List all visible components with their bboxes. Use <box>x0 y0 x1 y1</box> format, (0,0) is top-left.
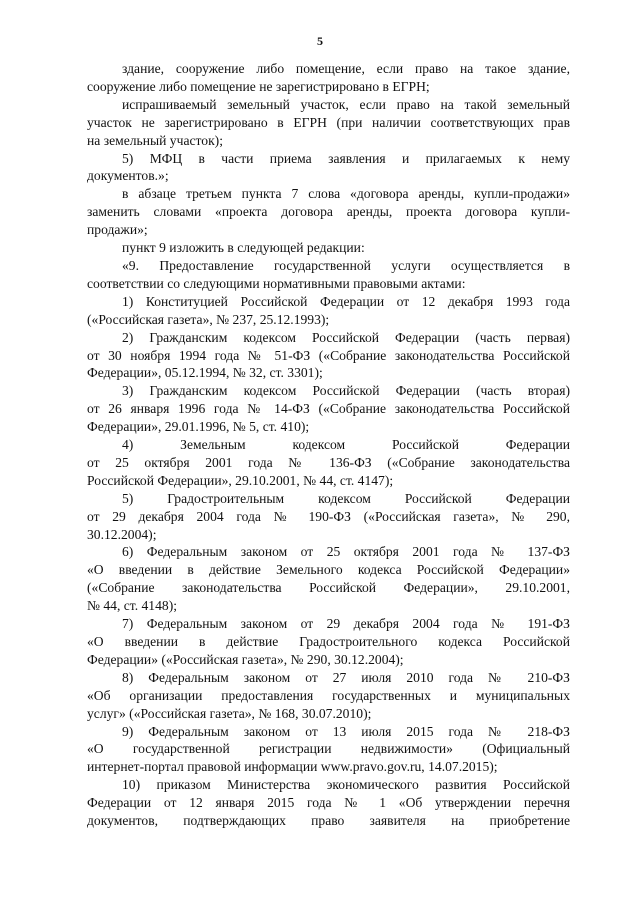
text-line: Федерации», 29.01.1996, № 5, ст. 410); <box>87 419 310 435</box>
text-line: на земельный участок); <box>87 132 223 148</box>
text-line: 7) Федеральным законом от 29 декабря 2004 года № 191-ФЗ <box>122 616 570 632</box>
text-line: Федерации» («Российская газета», № 290, 30.12.2004); <box>87 651 404 667</box>
text-line: документов, подтверждающих право заявителя на приобретение <box>87 813 570 829</box>
text-line: испрашиваемый земельный участок, если право на такой земельный <box>122 96 570 112</box>
text-line: в абзаце третьем пункта 7 слова «договора аренды, купли-продажи» <box>122 186 570 202</box>
text-line: от 29 декабря 2004 года № 190-ФЗ («Российская газета», № 290, <box>87 508 570 524</box>
text-line: участок не зарегистрировано в ЕГРН (при наличии соответствующих прав <box>87 114 570 130</box>
text-line: («Собрание законодательства Российской Федерации», 29.10.2001, <box>87 580 570 596</box>
text-line: продажи»; <box>87 222 148 238</box>
text-line: документов.»; <box>87 168 169 184</box>
text-line: заменить словами «проекта договора аренды, проекта договора купли- <box>87 204 570 220</box>
paragraph <box>87 543 570 615</box>
text-line: 3) Гражданским кодексом Российской Федерации (часть вторая) <box>122 383 570 399</box>
text-line: («Российская газета», № 237, 25.12.1993); <box>87 311 330 327</box>
paragraph <box>87 185 570 239</box>
text-line: услуг» («Российская газета», № 168, 30.07.2010); <box>87 705 372 721</box>
text-line: 6) Федеральным законом от 25 октября 2001 года № 137-ФЗ <box>122 544 570 560</box>
text-line: 4) Земельным кодексом Российской Федерации <box>122 437 570 453</box>
paragraph <box>87 615 570 669</box>
text-line: 2) Гражданским кодексом Российской Федерации (часть первая) <box>122 329 570 345</box>
text-line: интернет-портал правовой информации www.pravo.gov.ru, 14.07.2015); <box>87 759 498 775</box>
paragraph <box>87 490 570 544</box>
page-number: 5 <box>317 34 323 48</box>
text-line: сооружение либо помещение не зарегистрировано в ЕГРН; <box>87 78 430 94</box>
text-line: здание, сооружение либо помещение, если право на такое здание, <box>122 61 570 76</box>
text-line: «О государственной регистрации недвижимости» (Официальный <box>87 741 570 757</box>
paragraph <box>87 150 570 186</box>
paragraph <box>87 239 570 257</box>
text-line: Российской Федерации», 29.10.2001, № 44, ст. 4147); <box>87 472 394 488</box>
text-line: 8) Федеральным законом от 27 июля 2010 года № 210-ФЗ <box>122 669 570 685</box>
text-line: № 44, ст. 4148); <box>87 598 177 614</box>
text-line: 5) Градостроительным кодексом Российской Федерации <box>122 490 570 506</box>
paragraph <box>87 329 570 383</box>
text-line: «9. Предоставление государственной услуги осуществляется в <box>122 257 570 273</box>
paragraph <box>87 96 570 150</box>
text-line: 30.12.2004); <box>87 526 157 542</box>
paragraph <box>87 776 570 830</box>
document-body <box>87 60 570 830</box>
text-line: 5) МФЦ в части приема заявления и прилагаемых к нему <box>122 150 570 166</box>
paragraph <box>87 293 570 329</box>
text-line: 9) Федеральным законом от 13 июля 2015 года № 218-ФЗ <box>122 723 570 739</box>
paragraph <box>87 723 570 777</box>
paragraph <box>87 436 570 490</box>
text-line: от 30 ноября 1994 года № 51-ФЗ («Собрание законодательства Российской <box>87 347 570 363</box>
text-line: пункт 9 изложить в следующей редакции: <box>122 240 365 256</box>
text-line: Федерации», 05.12.1994, № 32, ст. 3301); <box>87 365 323 381</box>
text-line: 10) приказом Министерства экономического развития Российской <box>122 777 570 793</box>
text-line: «О введении в действие Градостроительного кодекса Российской <box>87 634 570 649</box>
paragraph <box>87 669 570 723</box>
text-line: от 25 октября 2001 года № 136-ФЗ («Собрание законодательства <box>87 454 570 470</box>
paragraph <box>87 382 570 436</box>
text-line: 1) Конституцией Российской Федерации от 12 декабря 1993 года <box>122 293 570 309</box>
text-line: Федерации от 12 января 2015 года № 1 «Об утверждении перечня <box>87 795 570 811</box>
text-line: «О введении в действие Земельного кодекса Российской Федерации» <box>87 562 570 578</box>
text-line: «Об организации предоставления государственных и муниципальных <box>87 687 570 703</box>
text-line: соответствии со следующими нормативными правовыми актами: <box>87 275 466 291</box>
paragraph <box>87 257 570 293</box>
paragraph <box>87 60 570 96</box>
text-line: от 26 января 1996 года № 14-ФЗ («Собрание законодательства Российской <box>87 401 570 417</box>
